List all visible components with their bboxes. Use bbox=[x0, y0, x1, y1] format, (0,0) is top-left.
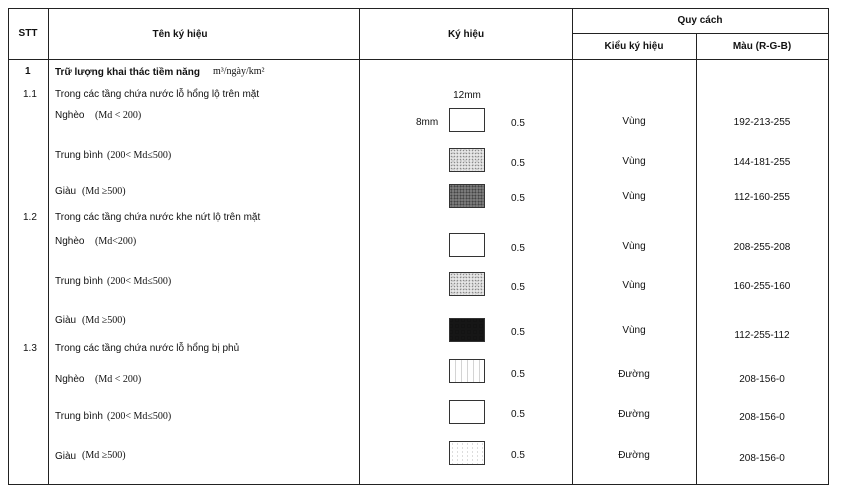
subsection-title: Trong các tầng chứa nước lỗ hổng bị phủ bbox=[55, 343, 240, 354]
subsection-stt: 1.2 bbox=[23, 212, 37, 223]
grade-condition: (Md<200) bbox=[95, 236, 137, 247]
stroke-width: 0.5 bbox=[511, 282, 525, 293]
grade-name: Trung bình bbox=[55, 411, 103, 422]
symbol-style: Đường bbox=[618, 450, 650, 461]
symbol-style: Vùng bbox=[622, 325, 646, 336]
color-rgb: 112-160-255 bbox=[734, 192, 790, 203]
grade-condition: (Md ≥500) bbox=[82, 315, 126, 326]
grade-name: Giàu bbox=[55, 186, 77, 197]
symbol-style: Đường bbox=[618, 409, 650, 420]
symbol-style: Vùng bbox=[622, 116, 646, 127]
stroke-width: 0.5 bbox=[511, 450, 525, 461]
color-rgb: 208-156-0 bbox=[739, 412, 785, 423]
grade-name: Giàu bbox=[55, 315, 77, 326]
grade-condition: (Md < 200) bbox=[95, 374, 142, 385]
stroke-width: 0.5 bbox=[511, 158, 525, 169]
grade-name: Trung bình bbox=[55, 276, 103, 287]
stroke-width: 0.5 bbox=[511, 327, 525, 338]
header-spec: Quy cách bbox=[677, 15, 723, 26]
column-divider-style bbox=[696, 33, 697, 485]
symbol-style: Vùng bbox=[622, 156, 646, 167]
color-rgb: 208-156-0 bbox=[739, 453, 785, 464]
symbol-swatch bbox=[449, 184, 485, 208]
header-name: Tên ký hiệu bbox=[152, 29, 208, 40]
color-rgb: 112-255-112 bbox=[734, 330, 790, 341]
grade-condition: (200< Md≤500) bbox=[107, 150, 172, 161]
color-rgb: 208-255-208 bbox=[733, 242, 791, 253]
section-unit: m³/ngày/km² bbox=[213, 66, 265, 77]
grade-name: Nghèo bbox=[55, 374, 85, 385]
subsection-stt: 1.3 bbox=[23, 343, 37, 354]
table-border-left bbox=[8, 8, 9, 485]
symbol-swatch bbox=[449, 108, 485, 132]
stroke-width: 0.5 bbox=[511, 369, 525, 380]
grade-condition: (Md ≥500) bbox=[82, 450, 126, 461]
symbol-style: Đường bbox=[618, 369, 650, 380]
symbol-swatch bbox=[449, 148, 485, 172]
subsection-title: Trong các tầng chứa nước lỗ hổng lộ trên mặt bbox=[55, 89, 260, 100]
spec-header-divider bbox=[572, 33, 829, 34]
grade-condition: (200< Md≤500) bbox=[107, 411, 172, 422]
grade-condition: (Md < 200) bbox=[95, 110, 142, 121]
symbol-swatch bbox=[449, 272, 485, 296]
color-rgb: 160-255-160 bbox=[733, 281, 791, 292]
height-dimension-label: 8mm bbox=[416, 117, 439, 128]
symbol-swatch bbox=[449, 233, 485, 257]
column-divider-stt bbox=[48, 8, 49, 485]
color-rgb: 208-156-0 bbox=[739, 374, 785, 385]
section-stt: 1 bbox=[25, 66, 31, 77]
grade-name: Trung bình bbox=[55, 150, 103, 161]
grade-name: Giàu bbox=[55, 451, 77, 462]
header-symbol: Ký hiệu bbox=[447, 29, 485, 40]
stroke-width: 0.5 bbox=[511, 118, 525, 129]
column-divider-name bbox=[359, 8, 360, 485]
stroke-width: 0.5 bbox=[511, 193, 525, 204]
subsection-stt: 1.1 bbox=[23, 89, 37, 100]
table-border-bottom bbox=[8, 484, 829, 485]
grade-name: Nghèo bbox=[55, 110, 85, 121]
grade-name: Nghèo bbox=[55, 236, 85, 247]
section-title: Trữ lượng khai thác tiềm năng bbox=[55, 67, 200, 78]
width-dimension-label: 12mm bbox=[453, 90, 481, 101]
color-rgb: 192-213-255 bbox=[733, 117, 791, 128]
color-rgb: 144-181-255 bbox=[733, 157, 791, 168]
table-border-right bbox=[828, 8, 829, 485]
column-divider-symbol bbox=[572, 8, 573, 485]
symbol-swatch bbox=[449, 359, 485, 383]
header-bottom-line bbox=[8, 59, 829, 60]
header-style: Kiểu ký hiệu bbox=[604, 41, 664, 52]
header-stt: STT bbox=[18, 28, 38, 39]
table-border-top bbox=[8, 8, 829, 9]
symbol-style: Vùng bbox=[622, 191, 646, 202]
symbol-swatch bbox=[449, 318, 485, 342]
stroke-width: 0.5 bbox=[511, 409, 525, 420]
subsection-title: Trong các tầng chứa nước khe nứt lộ trên mặt bbox=[55, 212, 261, 223]
header-color: Màu (R-G-B) bbox=[732, 41, 792, 52]
symbol-swatch bbox=[449, 441, 485, 465]
stroke-width: 0.5 bbox=[511, 243, 525, 254]
symbol-style: Vùng bbox=[622, 280, 646, 291]
symbol-style: Vùng bbox=[622, 241, 646, 252]
grade-condition: (200< Md≤500) bbox=[107, 276, 172, 287]
grade-condition: (Md ≥500) bbox=[82, 186, 126, 197]
symbol-swatch bbox=[449, 400, 485, 424]
